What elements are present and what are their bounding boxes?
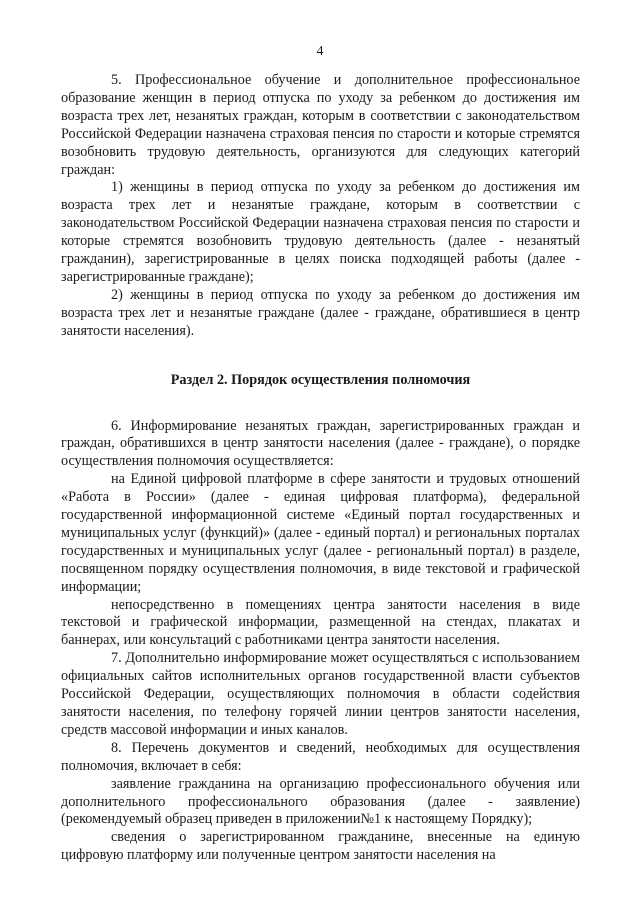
paragraph-5-item-2: 2) женщины в период отпуска по уходу за ребенком до достижения им возраста трех лет и незанятые граждане (далее - граждане, обратившиеся в центр занятости населения). [61,286,580,339]
paragraph-7: 7. Дополнительно информирование может осуществляться с использованием официальных сайтов исполнительных органов государственной власти субъектов Российской Федерации, осуществляющих полномочия в области содействия занятости населения, по телефону горячей линии центров занятости населения, средств массовой информации и иных каналов. [61,650,580,738]
section-heading: Раздел 2. Порядок осуществления полномочия [170,371,471,388]
page-number: 4 [316,44,324,59]
paragraph-6-item-2: непосредственно в помещениях центра занятости населения в виде текстовой и графической информации, размещенной на стендах, плакатах и баннерах, или консультаций с работниками центра занятости населения. [61,596,580,649]
paragraph-5-item-1: 1) женщины в период отпуска по уходу за ребенком до достижения им возраста трех лет и незанятые граждане, которым в соответствии с законодательством Российской Федерации назначена страховая пенсия по старости и которые стремятся возобновить трудовую деятельность (далее - незанятый гражданин), зарегистрированные в целях поиска подходящей работы (далее - зарегистрированные граждане); [61,179,580,285]
paragraph-8-item-2: сведения о зарегистрированном гражданине, внесенные на единую цифровую платформу или полученные центром занятости населения на [61,829,580,864]
document-body [61,72,580,865]
paragraph-6: 6. Информирование незанятых граждан, зарегистрированных граждан и граждан, обратившихся в центр занятости населения (далее - граждане), о порядке осуществления полномочия осуществляется: [61,417,580,470]
paragraph-8: 8. Перечень документов и сведений, необходимых для осуществления полномочия, включает в себя: [61,739,580,774]
paragraph-6-item-1: на Единой цифровой платформе в сфере занятости и трудовых отношений «Работа в России» (далее - единая цифровая платформа), федеральной государственной информационной системе «Единый портал государственных и муниципальных услуг (функций)» (далее - единый портал) и региональных порталах государственных и муниципальных услуг (далее - региональный портал) в разделе, посвященном порядку осуществления полномочия, в виде текстовой и графической информации; [61,471,580,595]
paragraph-8-item-1: заявление гражданина на организацию профессионального обучения или дополнительного профессионального образования (далее - заявление) (рекомендуемый образец приведен в приложении№1 к настоящему Порядку); [61,775,580,828]
paragraph-5: 5. Профессиональное обучение и дополнительное профессиональное образование женщин в период отпуска по уходу за ребенком до достижения им возраста трех лет, незанятых граждан, которым в соответствии с законодательством Российской Федерации назначена страховая пенсия по старости и которые стремятся возобновить трудовую деятельность, организуются для следующих категорий граждан: [61,72,580,178]
